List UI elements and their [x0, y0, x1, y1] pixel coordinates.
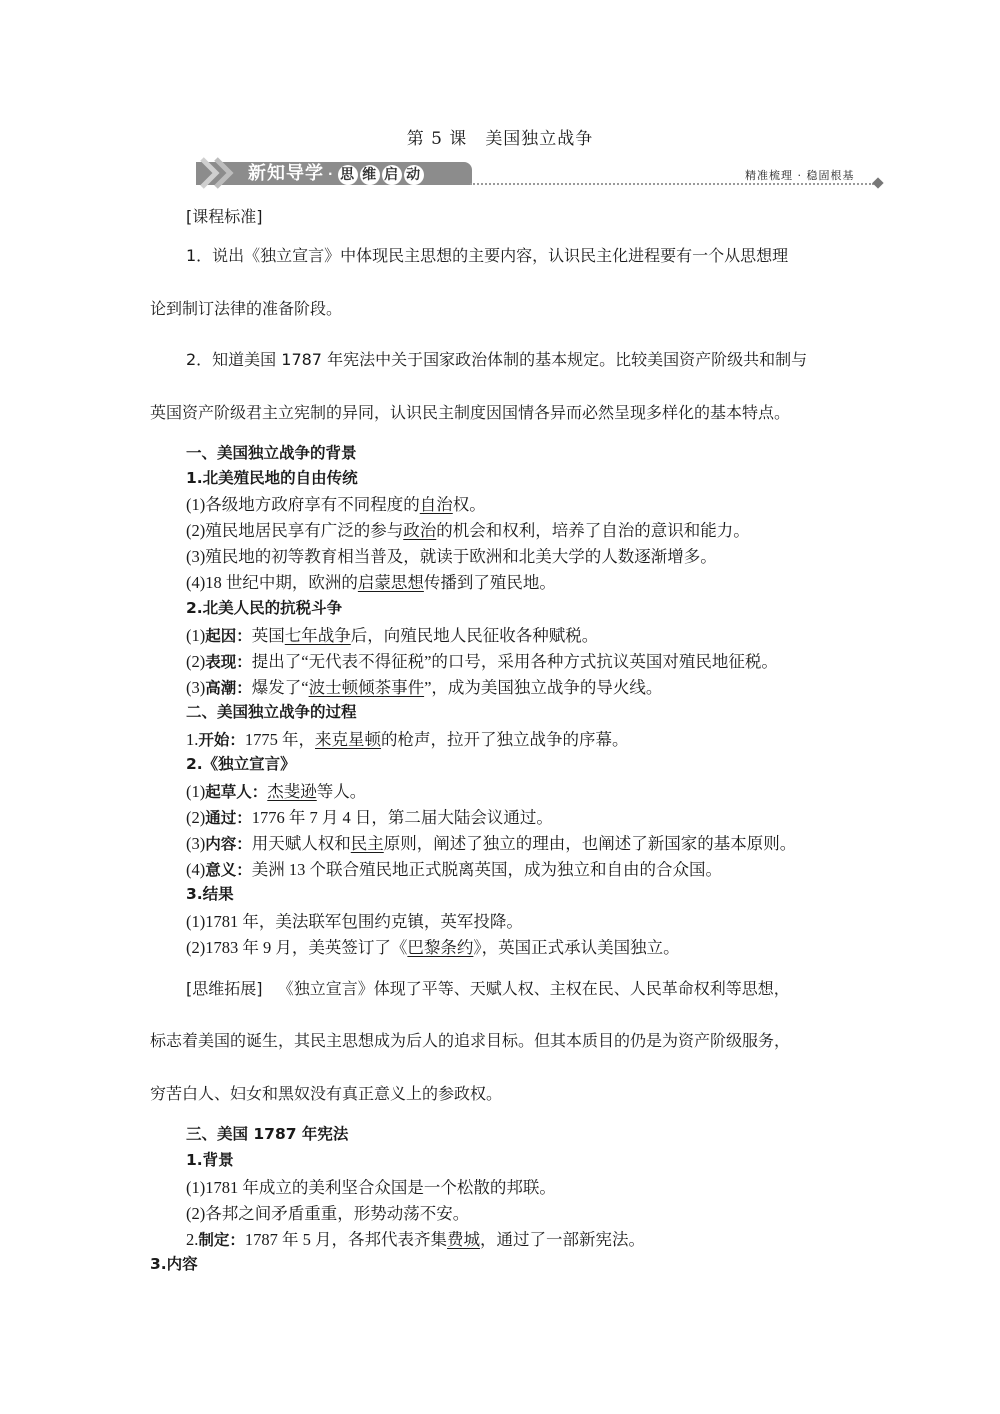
standard-1-line-2: 论到制订法律的准备阶段。	[150, 299, 343, 318]
list-item: 2.制定：1787 年 5 月，各邦代表齐集费城，通过了一部新宪法。	[186, 1230, 646, 1249]
list-item: (2)殖民地居民享有广泛的参与政治的机会和权利，培养了自治的意识和能力。	[186, 521, 750, 540]
list-item: (2)表现：提出了“无代表不得征税”的口号，采用各种方式抗议英国对殖民地征税。	[186, 652, 778, 671]
section-3-heading: 三、美国 1787 年宪法	[186, 1125, 349, 1143]
fill-blank: 巴黎条约	[407, 938, 474, 957]
list-item: (1)1781 年，美法联军包围约克镇，英军投降。	[186, 912, 523, 931]
list-item: (2)通过：1776 年 7 月 4 日，第二届大陆会议通过。	[186, 808, 553, 827]
section-1-sub-2: 2.北美人民的抗税斗争	[186, 599, 343, 617]
fill-blank: 七年战争	[284, 626, 351, 645]
list-item: (2)各邦之间矛盾重重，形势动荡不安。	[186, 1204, 470, 1223]
lesson-title	[0, 124, 1000, 149]
list-item: (2)1783 年 9 月，美英签订了《巴黎条约》，英国正式承认美国独立。	[186, 938, 680, 957]
lesson-name: 美国独立战争	[485, 129, 594, 149]
chevron-right-icon	[212, 157, 236, 189]
fill-blank: 波士顿倾茶事件	[308, 678, 425, 697]
section-1-heading: 一、美国独立战争的背景	[186, 444, 357, 462]
extension-line-1: [思维拓展] 《独立宣言》体现了平等、天赋人权、主权在民、人民革命权利等思想，	[186, 979, 790, 998]
list-item: (1)起因：英国七年战争后，向殖民地人民征收各种赋税。	[186, 626, 599, 645]
section-1-sub-1: 1.北美殖民地的自由传统	[186, 469, 358, 487]
fill-blank: 费城	[447, 1230, 481, 1249]
list-item: (4)意义：美洲 13 个联合殖民地正式脱离英国，成为独立和自由的合众国。	[186, 860, 723, 879]
fill-blank: 政治	[403, 521, 437, 540]
section-2-sub-3: 3.结果	[186, 885, 234, 903]
list-item: 1.开始：1775 年，来克星顿的枪声，拉开了独立战争的序幕。	[186, 730, 629, 749]
fill-blank: 启蒙思想	[357, 573, 424, 592]
extension-line-3: 穷苦白人、妇女和黑奴没有真正意义上的参政权。	[150, 1084, 503, 1103]
circled-char: 维	[360, 165, 380, 185]
list-item: (3)殖民地的初等教育相当普及，就读于欧洲和北美大学的人数逐渐增多。	[186, 547, 717, 566]
banner-main: 新知导学	[248, 163, 324, 184]
dotted-divider	[470, 183, 874, 185]
section-banner	[186, 157, 472, 187]
list-item: (1)1781 年成立的美利坚合众国是一个松散的邦联。	[186, 1178, 556, 1197]
section-2-heading: 二、美国独立战争的过程	[186, 703, 357, 721]
standards-heading: [课程标准]	[186, 207, 263, 226]
standard-2-line-1: 2．知道美国 1787 年宪法中关于国家政治体制的基本规定。比较美国资产阶级共和制与	[186, 350, 808, 369]
circled-char: 思	[338, 165, 358, 185]
lesson-number: 第 5 课	[406, 129, 468, 149]
section-2-sub-2: 2.《独立宣言》	[186, 755, 296, 773]
standard-2-line-2: 英国资产阶级君主立宪制的异同，认识民主制度因国情各异而必然呈现多样化的基本特点。	[150, 403, 791, 422]
banner-tagline: 精准梳理 · 稳固根基	[745, 169, 855, 182]
fill-blank: 杰斐逊	[267, 782, 317, 801]
diamond-icon	[872, 177, 883, 188]
section-3-sub-1: 1.背景	[186, 1151, 234, 1169]
fill-blank: 民主	[350, 834, 384, 853]
list-item: (1)起草人：杰斐逊等人。	[186, 782, 367, 801]
extension-line-2: 标志着美国的诞生，其民主思想成为后人的追求目标。但其本质目的仍是为资产阶级服务，	[150, 1031, 791, 1050]
fill-blank: 来克星顿	[315, 730, 382, 749]
fill-blank: 自治	[419, 495, 453, 514]
list-item: (4)18 世纪中期，欧洲的启蒙思想传播到了殖民地。	[186, 573, 556, 592]
list-item: (3)高潮：爆发了“波士顿倾茶事件”，成为美国独立战争的导火线。	[186, 678, 663, 697]
extension-label: [思维拓展]	[186, 979, 263, 998]
list-item: (3)内容：用天赋人权和民主原则，阐述了独立的理由，也阐述了新国家的基本原则。	[186, 834, 797, 853]
circled-char: 动	[404, 165, 424, 185]
circled-char: 启	[382, 165, 402, 185]
standard-1-line-1: 1．说出《独立宣言》中体现民主思想的主要内容，认识民主化进程要有一个从思想理	[186, 246, 789, 265]
banner-separator: ·	[328, 167, 334, 181]
list-item: (1)各级地方政府享有不同程度的自治权。	[186, 495, 486, 514]
section-3-sub-3: 3.内容	[150, 1255, 198, 1273]
banner-title	[248, 163, 426, 185]
